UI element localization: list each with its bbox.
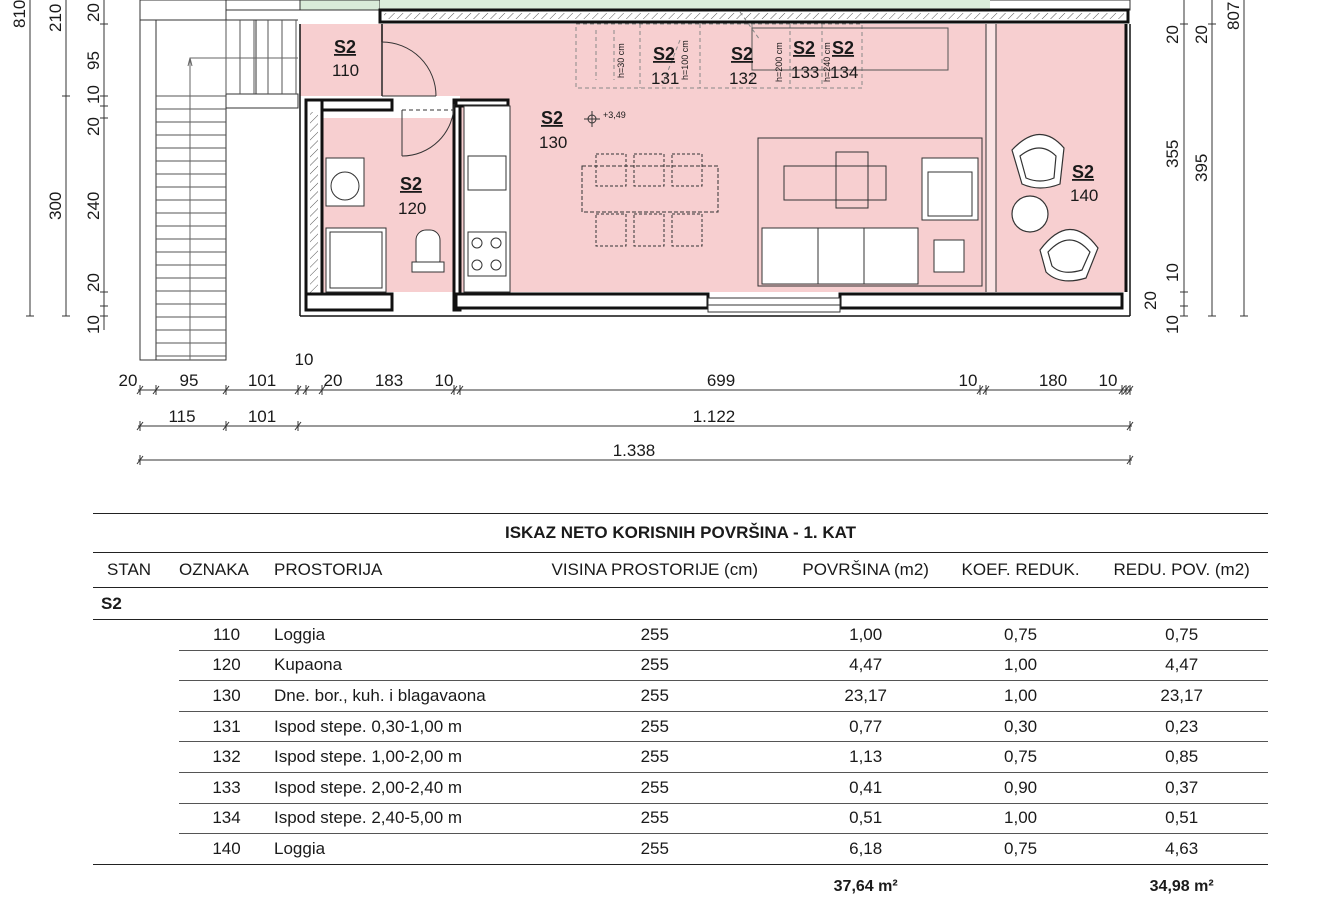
header-oznaka: OZNAKA [179, 553, 274, 588]
area-table [93, 513, 1268, 909]
stair-note: h=100 cm [680, 40, 690, 80]
dim-label: 1.338 [612, 441, 656, 460]
header-visina: VISINA PROSTORIJE (cm) [524, 553, 786, 588]
cell-prostorija: Loggia [274, 620, 524, 651]
cell-koef: 1,00 [946, 803, 1096, 834]
dim-label: 10 [294, 350, 314, 369]
cell-oznaka: 134 [179, 803, 274, 834]
stair-note: h=240 cm [822, 42, 832, 82]
bottom-dimension-labels [119, 350, 1118, 460]
room-code: S2 [541, 108, 564, 128]
row-indent [93, 834, 179, 865]
cell-redu: 4,47 [1095, 650, 1268, 681]
dim-label: 10 [84, 85, 103, 104]
total-row [93, 864, 1268, 909]
cell-redu: 4,63 [1095, 834, 1268, 865]
dim-label: 20 [323, 371, 343, 390]
dim-label: 395 [1192, 153, 1211, 182]
dim-label: 20 [1192, 25, 1211, 44]
row-indent [93, 772, 179, 803]
dim-label: 95 [179, 371, 199, 390]
dim-label: 10 [1098, 371, 1118, 390]
stan-row [93, 588, 1268, 620]
cell-prostorija: Ispod stepe. 2,00-2,40 m [274, 772, 524, 803]
cell-redu: 0,37 [1095, 772, 1268, 803]
header-povrsina: POVRŠINA (m2) [786, 553, 946, 588]
cell-koef: 0,75 [946, 742, 1096, 773]
cell-koef: 0,75 [946, 834, 1096, 865]
dim-label: 183 [374, 371, 404, 390]
stan-label: S2 [93, 588, 179, 620]
cell-oznaka: 132 [179, 742, 274, 773]
cell-oznaka: 120 [179, 650, 274, 681]
dim-label: 355 [1163, 139, 1182, 168]
room-number: 131 [651, 69, 680, 88]
table-header-row [93, 553, 1268, 588]
table-row [93, 620, 1268, 651]
cell-koef: 0,30 [946, 711, 1096, 742]
header-koef: KOEF. REDUK. [946, 553, 1096, 588]
cell-povrsina: 0,51 [786, 803, 946, 834]
right-dimension-labels [1141, 2, 1243, 334]
table-title: ISKAZ NETO KORISNIH POVRŠINA - 1. KAT [93, 514, 1268, 553]
stair-note: h=200 cm [774, 42, 784, 82]
header-redu: REDU. POV. (m2) [1095, 553, 1268, 588]
cell-prostorija: Ispod stepe. 2,40-5,00 m [274, 803, 524, 834]
left-dimension-labels [10, 0, 103, 334]
room-number: 133 [791, 63, 820, 82]
cell-oznaka: 140 [179, 834, 274, 865]
row-indent [93, 681, 179, 712]
table-row [93, 742, 1268, 773]
room-code: S2 [832, 38, 855, 58]
stair-note: h=30 cm [616, 43, 626, 78]
room-code: S2 [1072, 162, 1095, 182]
table-body [93, 620, 1268, 865]
dim-label: 20 [1163, 25, 1182, 44]
cell-redu: 0,23 [1095, 711, 1268, 742]
row-indent [93, 711, 179, 742]
dim-label: 20 [118, 371, 138, 390]
cell-redu: 0,75 [1095, 620, 1268, 651]
cell-visina: 255 [524, 803, 786, 834]
dim-label: 10 [434, 371, 454, 390]
dim-label: 1.122 [692, 407, 736, 426]
room-code: S2 [653, 44, 676, 64]
dim-label: 101 [247, 407, 277, 426]
room-code: S2 [731, 44, 754, 64]
cell-visina: 255 [524, 681, 786, 712]
cell-povrsina: 1,13 [786, 742, 946, 773]
header-prostorija: PROSTORIJA [274, 553, 524, 588]
dim-label: 10 [958, 371, 978, 390]
dim-label: 210 [46, 3, 65, 32]
cell-redu: 0,51 [1095, 803, 1268, 834]
row-indent [93, 803, 179, 834]
dim-label: 300 [46, 191, 65, 220]
row-indent [93, 742, 179, 773]
room-number: 120 [398, 199, 427, 218]
dim-label: 180 [1038, 371, 1068, 390]
room-number: 130 [539, 133, 568, 152]
dim-label: 807 [1224, 1, 1243, 30]
right-dimensions [1180, 0, 1248, 316]
row-indent [93, 650, 179, 681]
cell-prostorija: Kupaona [274, 650, 524, 681]
cell-povrsina: 23,17 [786, 681, 946, 712]
dim-label: 20 [1141, 291, 1160, 310]
dim-label: 10 [84, 315, 103, 334]
cell-prostorija: Loggia [274, 834, 524, 865]
dim-label: 20 [84, 117, 103, 136]
room-code: S2 [400, 174, 423, 194]
header-stan: STAN [93, 553, 179, 588]
total-povrsina: 37,64 m² [833, 877, 898, 895]
cell-oznaka: 131 [179, 711, 274, 742]
cell-redu: 23,17 [1095, 681, 1268, 712]
cell-prostorija: Dne. bor., kuh. i blagavaona [274, 681, 524, 712]
cell-koef: 1,00 [946, 681, 1096, 712]
cell-povrsina: 1,00 [786, 620, 946, 651]
cell-koef: 0,90 [946, 772, 1096, 803]
cell-visina: 255 [524, 742, 786, 773]
exterior-stair [140, 0, 298, 360]
cell-visina: 255 [524, 772, 786, 803]
dim-label: 240 [84, 191, 103, 220]
cell-oznaka: 110 [179, 620, 274, 651]
room-number: 140 [1070, 186, 1099, 205]
cell-oznaka: 133 [179, 772, 274, 803]
dim-label: 10 [1163, 315, 1182, 334]
dim-label: 20 [84, 273, 103, 292]
cell-koef: 1,00 [946, 650, 1096, 681]
cell-oznaka: 130 [179, 681, 274, 712]
dim-label: 20 [84, 3, 103, 22]
room-number: 134 [830, 63, 859, 82]
room-code: S2 [334, 37, 357, 57]
room-number: 110 [332, 61, 360, 80]
kitchen-counter [464, 106, 510, 292]
table-row [93, 650, 1268, 681]
table-row [93, 834, 1268, 865]
table-row [93, 711, 1268, 742]
dim-label: 115 [168, 407, 196, 426]
cell-prostorija: Ispod stepe. 1,00-2,00 m [274, 742, 524, 773]
cell-povrsina: 4,47 [786, 650, 946, 681]
cell-povrsina: 0,41 [786, 772, 946, 803]
cell-povrsina: 6,18 [786, 834, 946, 865]
cell-visina: 255 [524, 711, 786, 742]
dim-label: 10 [1163, 263, 1182, 282]
cell-visina: 255 [524, 620, 786, 651]
room-code: S2 [793, 38, 816, 58]
cell-koef: 0,75 [946, 620, 1096, 651]
cell-redu: 0,85 [1095, 742, 1268, 773]
table-row [93, 803, 1268, 834]
total-redu: 34,98 m² [1149, 877, 1214, 895]
cell-prostorija: Ispod stepe. 0,30-1,00 m [274, 711, 524, 742]
table-row [93, 681, 1268, 712]
dim-label: 810 [10, 0, 29, 28]
dim-label: 699 [706, 371, 736, 390]
cell-visina: 255 [524, 650, 786, 681]
cell-povrsina: 0,77 [786, 711, 946, 742]
row-indent [93, 620, 179, 651]
level-mark-text: +3,49 [603, 110, 626, 120]
room-number: 132 [729, 69, 758, 88]
upper-terrace [140, 0, 1130, 22]
dim-label: 95 [84, 51, 103, 70]
cell-visina: 255 [524, 834, 786, 865]
table-row [93, 772, 1268, 803]
dim-label: 101 [247, 371, 277, 390]
